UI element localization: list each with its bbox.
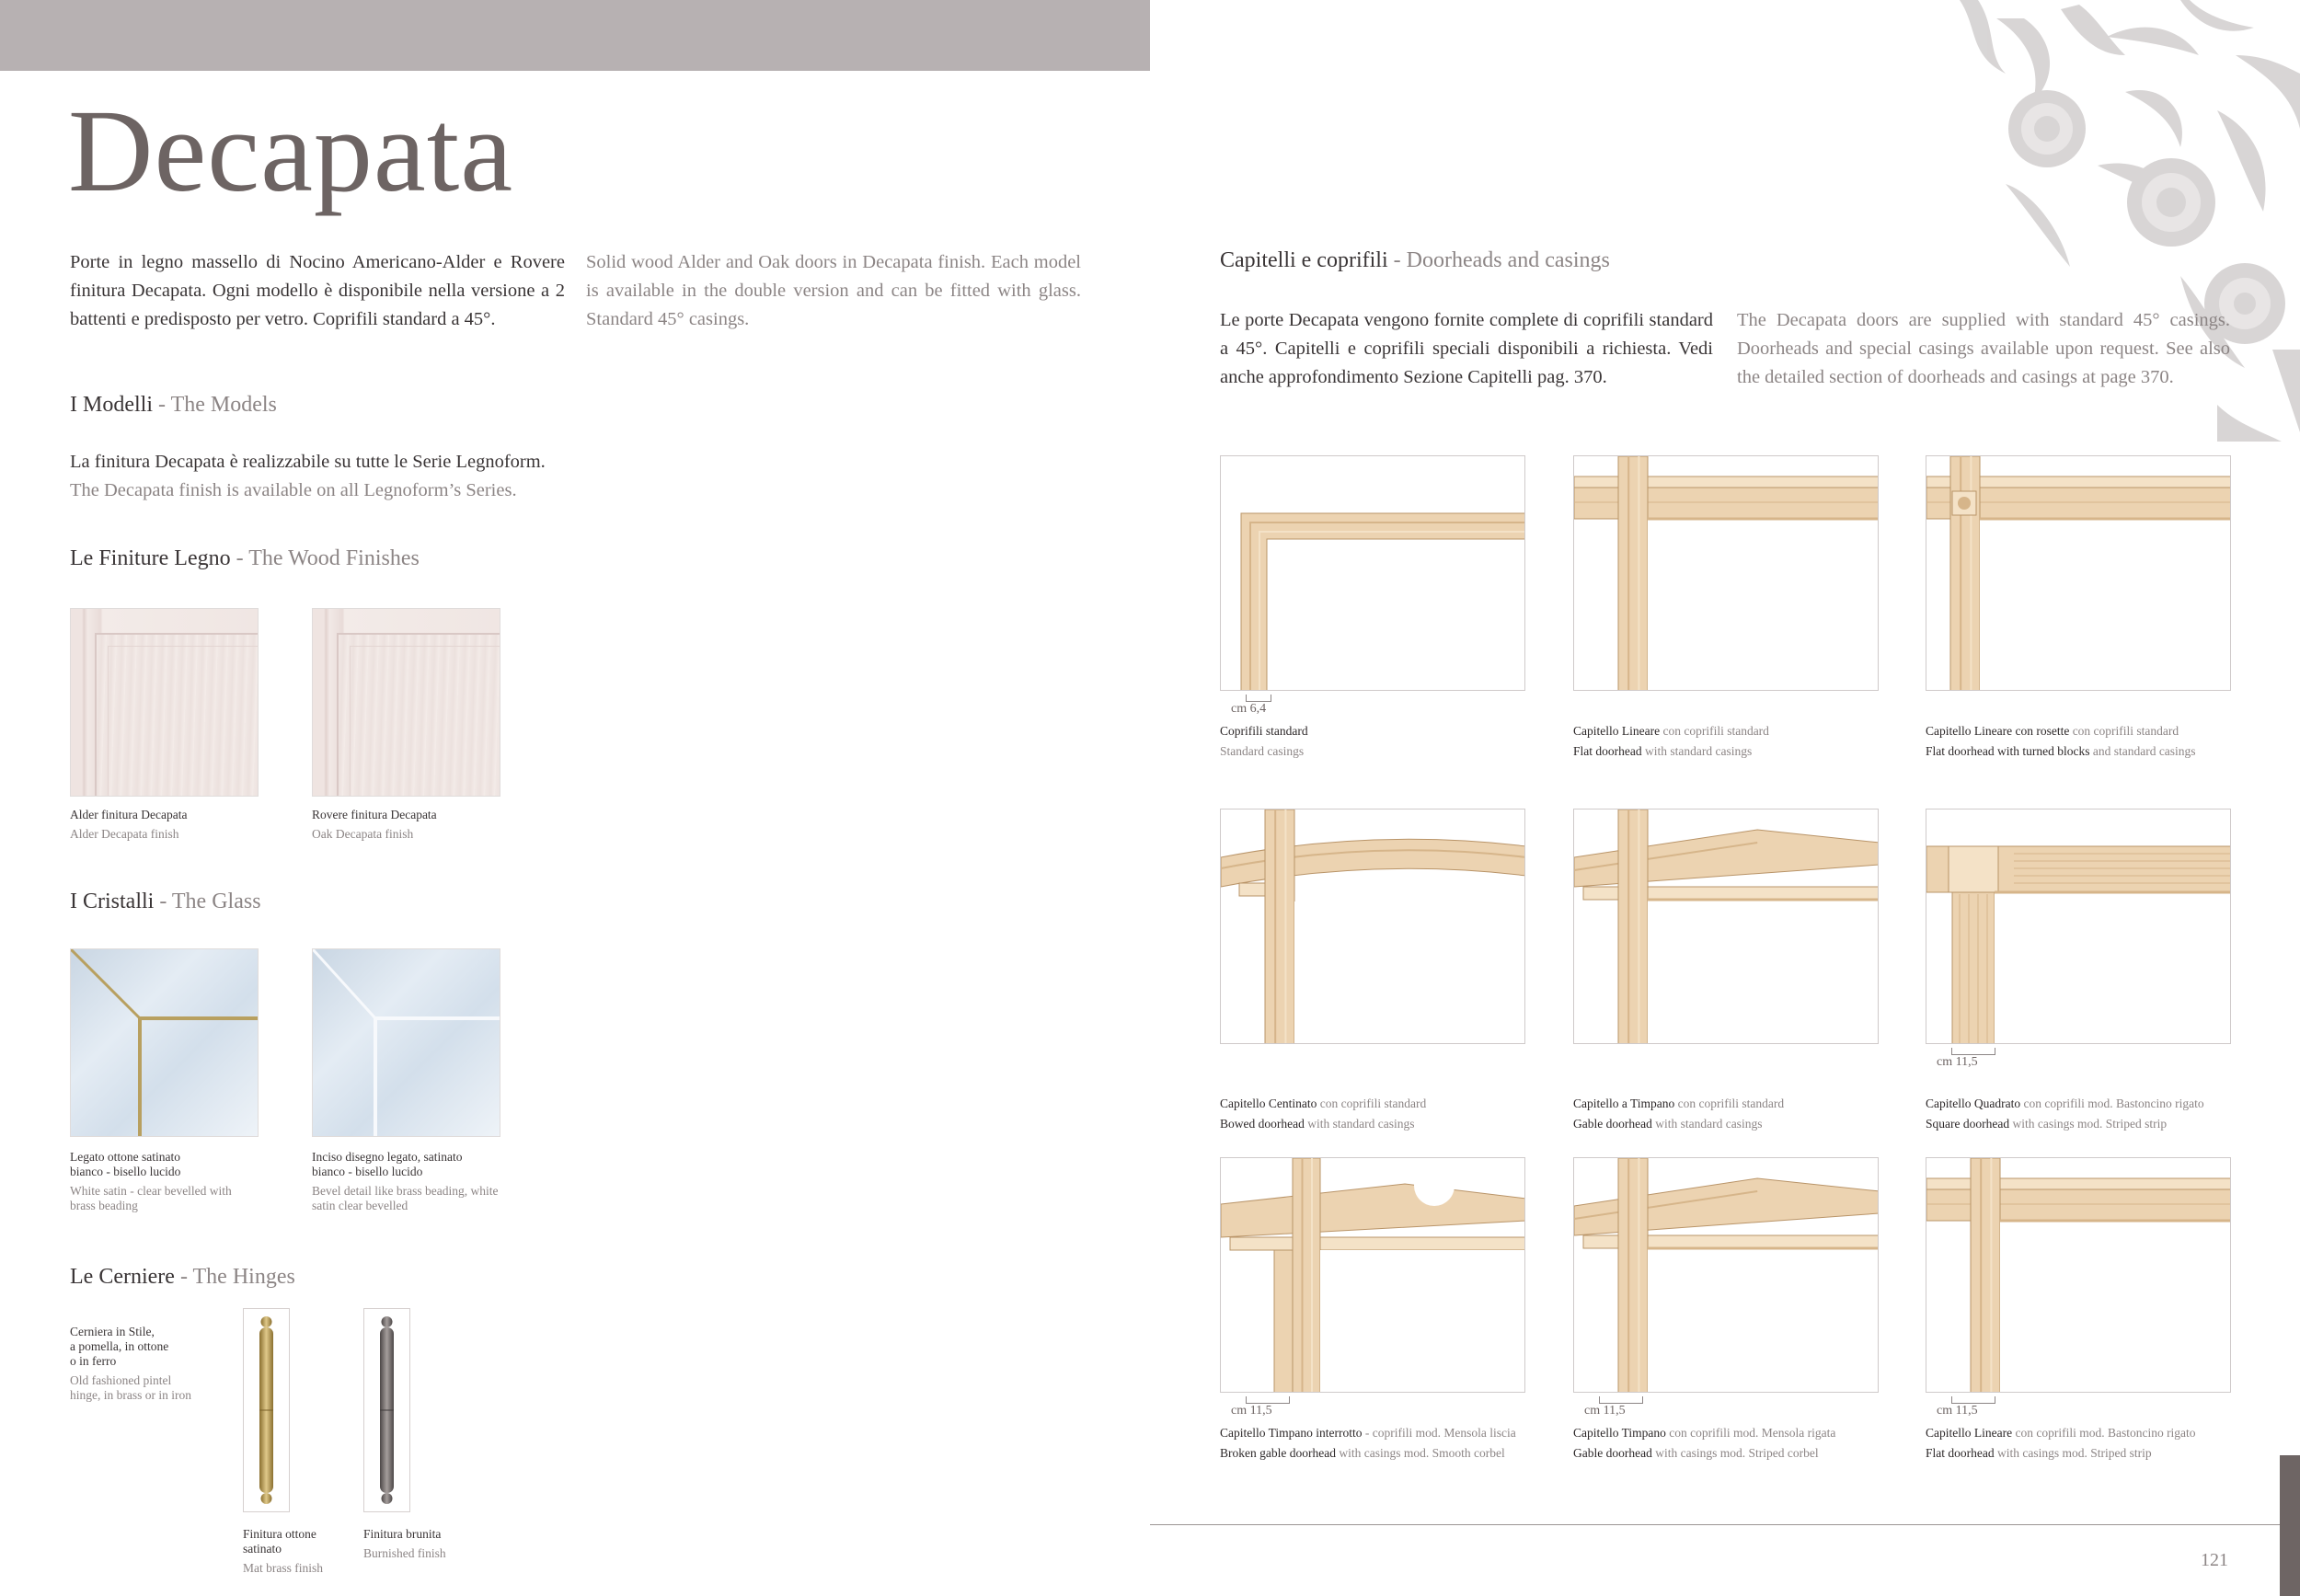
intro-text-en: Solid wood Alder and Oak doors in Decapata finish. Each model is available in the double version and can be fitted with glass. Standard 45° casings. [586,252,1081,329]
page-title: Decapata [68,86,514,216]
doorhead-caption: Capitello Lineare con coprifili mod. Bastoncino rigato Flat doorhead with casings mod. Striped strip [1926,1426,2196,1460]
hinge-brass-image [243,1308,290,1512]
glass-brass-caption: Legato ottone satinato bianco - bisello lucido White satin - clear bevelled with brass beading [70,1150,232,1212]
doorhead-image [1220,1157,1525,1393]
dimension-tick [1246,695,1271,702]
hinge-burnished-image [363,1308,410,1512]
doorhead-caption: Capitello Lineare con coprifili standard Flat doorhead with standard casings [1573,724,1769,758]
glass-brass-swatch [70,948,259,1137]
dimension-tick [1951,1048,1995,1055]
doorhead-image [1573,809,1879,1044]
oak-swatch [312,608,500,797]
dimension-label: cm 11,5 [1937,1055,1978,1069]
glass-etched-swatch [312,948,500,1137]
glass-etched-caption: Inciso disegno legato, satinato bianco - bisello lucido Bevel detail like brass beading, white satin clear bevelled [312,1150,499,1212]
models-text: La finitura Decapata è realizzabile su tutte le Serie Legnoform. The Decapata finish is available on all Legnoform’s Series. [70,452,546,500]
doorhead-image [1926,809,2231,1044]
dimension-label: cm 11,5 [1231,1404,1272,1418]
doorhead-caption: Capitello a Timpano con coprifili standard Gable doorhead with standard casings [1573,1097,1785,1131]
intro-text-it: Porte in legno massello di Nocino Americano-Alder e Rovere finitura Decapata. Ogni modello è disponibile nella versione a 2 battenti e predisposto per vetro. Coprifili standard a 45°. [70,252,565,329]
footer-rule [1150,1524,2280,1525]
hinges-description: Cerniera in Stile, a pomella, in ottone o in ferro Old fashioned pintel hinge, in brass or in iron [70,1325,191,1402]
alder-swatch [70,608,259,797]
models-heading: I Modelli - The Models [70,393,277,417]
hinge-brass-caption: Finitura ottone satinato Mat brass finish [243,1527,323,1575]
hinge-burnished-caption: Finitura brunita Burnished finish [363,1527,446,1560]
doorhead-caption: Coprifili standard Standard casings [1220,724,1308,758]
doorhead-image [1573,1157,1879,1393]
dimension-tick [1246,1396,1290,1404]
header-band [0,0,1150,71]
doorhead-caption: Capitello Timpano con coprifili mod. Mensola rigata Gable doorhead with casings mod. Striped corbel [1573,1426,1836,1460]
doorhead-image [1220,809,1525,1044]
alder-caption: Alder finitura Decapata Alder Decapata finish [70,808,188,841]
dimension-label: cm 11,5 [1584,1404,1626,1418]
doorhead-image [1926,455,2231,691]
doorhead-image [1220,455,1525,691]
doorhead-caption: Capitello Timpano interrotto - coprifili mod. Mensola liscia Broken gable doorhead with casings mod. Smooth corbel [1220,1426,1516,1460]
dimension-tick [1951,1396,1995,1404]
glass-heading: I Cristalli - The Glass [70,890,261,913]
doorheads-text-it: Le porte Decapata vengono fornite complete di coprifili standard a 45°. Capitelli e coprifili speciali disponibili a richiesta. Vedi anche approfondimento Sezione Capitelli pag. 370. [1220,310,1713,387]
wood-finishes-heading: Le Finiture Legno - The Wood Finishes [70,546,420,570]
doorhead-image [1926,1157,2231,1393]
dimension-label: cm 11,5 [1937,1404,1978,1418]
doorhead-caption: Capitello Lineare con rosette con coprifili standard Flat doorhead with turned blocks and standard casings [1926,724,2196,758]
oak-caption: Rovere finitura Decapata Oak Decapata finish [312,808,437,841]
hinges-heading: Le Cerniere - The Hinges [70,1265,295,1289]
doorheads-heading: Capitelli e coprifili - Doorheads and casings [1220,248,1610,272]
doorheads-text-en: The Decapata doors are supplied with standard 45° casings. Doorheads and special casings available upon request. See also the detailed section of doorheads and casings at page 370. [1737,310,2230,387]
page-number: 121 [2201,1550,2228,1570]
dimension-tick [1599,1396,1643,1404]
doorhead-image [1573,455,1879,691]
doorhead-caption: Capitello Centinato con coprifili standard Bowed doorhead with standard casings [1220,1097,1427,1131]
dimension-label: cm 6,4 [1231,702,1267,716]
side-tab [2280,1455,2300,1596]
doorhead-caption: Capitello Quadrato con coprifili mod. Bastoncino rigato Square doorhead with casings mod. Striped strip [1926,1097,2204,1131]
